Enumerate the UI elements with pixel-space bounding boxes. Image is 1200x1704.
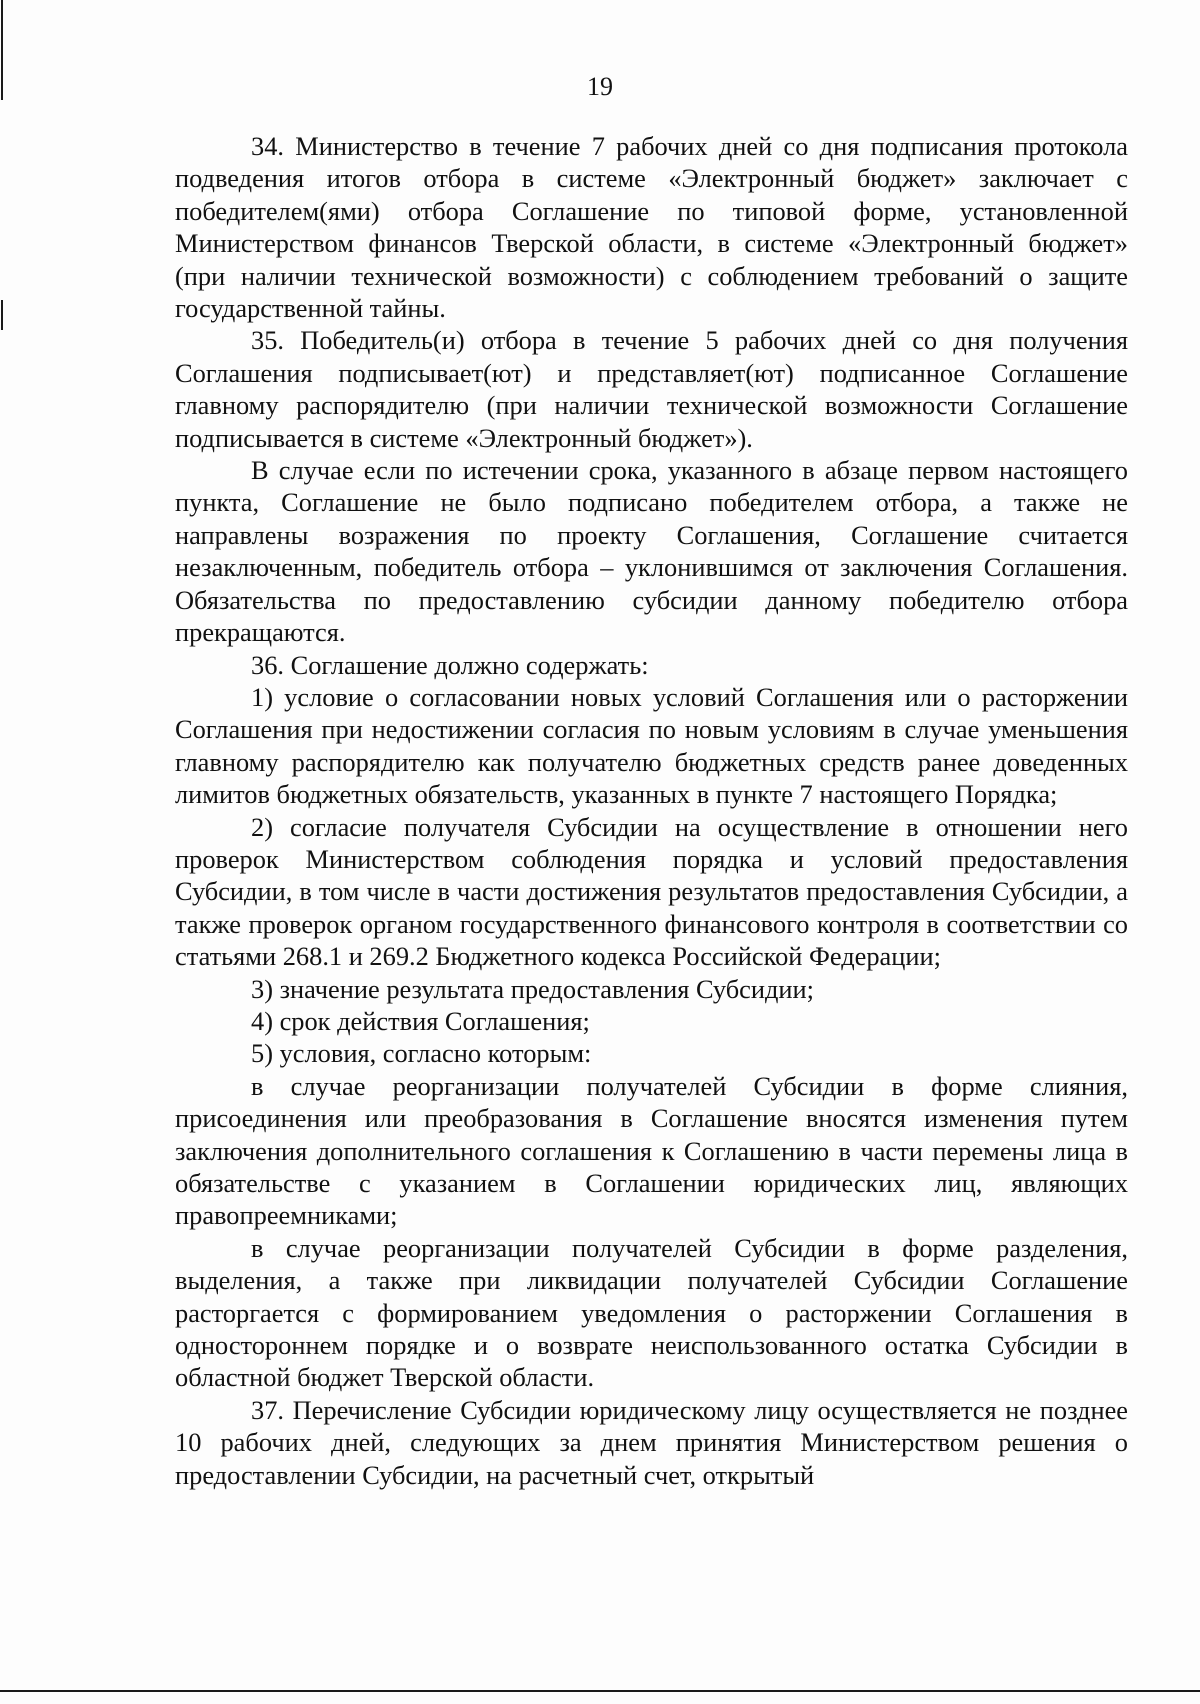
paragraph-36: 36. Соглашение должно содержать: (251, 649, 649, 680)
list-item-5-case-merger: в случае реорганизации получателей Субсидии в форме слияния, присоединения или преобразования в Соглашение вносятся изменения путем заключения дополнительного соглашения к Соглашению в части перемены лица в обязательстве с указанием в Соглашении юридических лиц, являющих правопреемниками; (175, 1070, 1128, 1231)
paragraph-35: 35. Победитель(и) отбора в течение 5 рабочих дней со дня получения Соглашения подписывает(ют) и представляет(ют) подписанное Соглашение главному распорядителю (при наличии технической возможности Соглашение подписывается в системе «Электронный бюджет»). (175, 325, 1128, 453)
document-body (175, 130, 1128, 1491)
list-item-5-case-division: в случае реорганизации получателей Субсидии в форме разделения, выделения, а также при ликвидации получателей Субсидии Соглашение расторгается с формированием уведомления о расторжении Соглашения в одностороннем порядке и о возврате неиспользованного остатка Субсидии в областной бюджет Тверской области. (175, 1232, 1128, 1393)
scan-edge-mark (1, 300, 3, 330)
scan-bottom-edge (0, 1690, 1200, 1692)
list-item-4: 4) срок действия Соглашения; (251, 1005, 590, 1036)
page-number: 19 (587, 72, 613, 101)
list-item-1: 1) условие о согласовании новых условий Соглашения или о расторжении Соглашения при недостижении согласия по новым условиям в случае уменьшения главному распорядителю как получателю бюджетных средств ранее доведенных лимитов бюджетных обязательств, указанных в пункте 7 настоящего Порядка; (175, 681, 1128, 810)
paragraph-34: 34. Министерство в течение 7 рабочих дней со дня подписания протокола подведения итогов отбора в системе «Электронный бюджет» заключает с победителем(ями) отбора Соглашение по типовой форме, установленной Министерством финансов Тверской области, в системе «Электронный бюджет» (при наличии технической возможности) с соблюдением требований о защите государственной тайны. (175, 131, 1128, 324)
list-item-3: 3) значение результата предоставления Субсидии; (251, 973, 815, 1004)
list-item-2: 2) согласие получателя Субсидии на осуществление в отношении него проверок Министерством соблюдения порядка и условий предоставления Субсидии, в том числе в части достижения результатов предоставления Субсидии, а также проверок органом государственного финансового контроля в соответствии со статьями 268.1 и 269.2 Бюджетного кодекса Российской Федерации; (175, 811, 1128, 972)
paragraph-37: 37. Перечисление Субсидии юридическому лицу осуществляется не позднее 10 рабочих дней, следующих за днем принятия Министерством решения о предоставлении Субсидии, на расчетный счет, открытый (175, 1394, 1128, 1490)
paragraph-35-subclause: В случае если по истечении срока, указанного в абзаце первом настоящего пункта, Соглашение не было подписано победителем отбора, а также не направлены возражения по проекту Соглашения, Соглашение считается незаключенным, победитель отбора – уклонившимся от заключения Соглашения. Обязательства по предоставлению субсидии данному победителю отбора прекращаются. (175, 455, 1128, 648)
list-item-5: 5) условия, согласно которым: (251, 1038, 592, 1069)
